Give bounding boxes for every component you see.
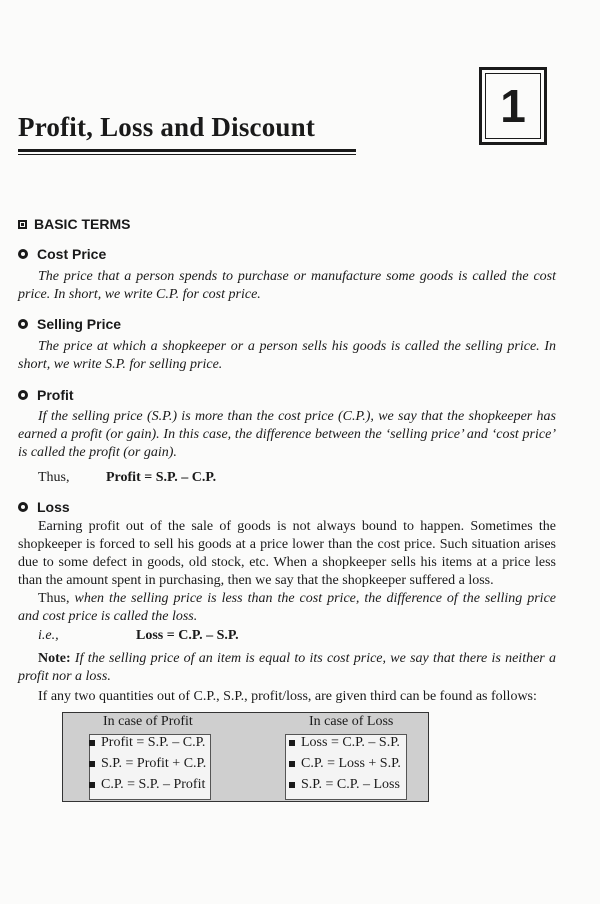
loss-formula bbox=[38, 628, 338, 646]
square-bullet-icon bbox=[289, 782, 295, 788]
square-bullet-icon bbox=[89, 782, 95, 788]
profit-definition: If the selling price (S.P.) is more than the cost price (C.P.), we say that the shopkeeper has earned a profit (or gain). In this case, the difference between the ‘selling price’ and ‘cost price’ is called the profit (or gain). bbox=[18, 409, 556, 460]
profit-formula bbox=[38, 470, 338, 488]
loss-column-header: In case of Loss bbox=[309, 714, 394, 729]
formula-label: i.e., bbox=[38, 628, 59, 643]
subheading-text: Loss bbox=[37, 499, 70, 515]
chapter-title: Profit, Loss and Discount bbox=[18, 112, 316, 142]
profit-formula-row bbox=[89, 756, 206, 772]
formula-label: Thus, bbox=[38, 470, 70, 485]
square-bullet-icon bbox=[18, 220, 27, 229]
circle-bullet-icon bbox=[18, 249, 28, 259]
subheading-selling-price bbox=[18, 316, 121, 332]
subheading-cost-price bbox=[18, 246, 106, 262]
loss-formula-row bbox=[289, 777, 400, 793]
cost-price-definition: The price that a person spends to purchase or manufacture some goods is called the cost price. In short, we write C.P. for cost price. bbox=[18, 269, 556, 302]
formula-expression: Profit = S.P. – C.P. bbox=[106, 470, 217, 485]
section-heading-text: BASIC TERMS bbox=[34, 216, 131, 232]
square-bullet-icon bbox=[89, 740, 95, 746]
subheading-text: Profit bbox=[37, 387, 74, 403]
formula-expression: Loss = C.P. – S.P. bbox=[136, 628, 239, 643]
circle-bullet-icon bbox=[18, 502, 28, 512]
subheading-profit bbox=[18, 387, 74, 403]
loss-formula-text: S.P. = C.P. – Loss bbox=[301, 777, 400, 792]
loss-formula-row bbox=[289, 735, 400, 751]
loss-formula-text: Loss = C.P. – S.P. bbox=[301, 735, 400, 750]
subheading-text: Selling Price bbox=[37, 316, 122, 332]
loss-definition bbox=[18, 590, 556, 626]
title-underline-thick bbox=[18, 149, 356, 152]
circle-bullet-icon bbox=[18, 390, 28, 400]
profit-column-header: In case of Profit bbox=[103, 714, 193, 729]
loss-explanation: Earning profit out of the sale of goods is not always bound to happen. Sometimes the shopkeeper is forced to sell his goods at a price lower than the cost price. Such situation arises due to some defect in goods, old stock, etc. When a shopkeeper sells his items at a price less than the amount spent in purchasing, then we say that the shopkeeper suffered a loss. bbox=[18, 519, 556, 588]
chapter-number: 1 bbox=[500, 80, 526, 132]
chapter-number-inner-box bbox=[485, 73, 541, 139]
loss-definition-prefix: Thus, bbox=[38, 591, 75, 606]
square-bullet-icon bbox=[89, 761, 95, 767]
profit-formula-row bbox=[89, 777, 205, 793]
note-paragraph bbox=[18, 650, 556, 686]
loss-formula-text: C.P. = Loss + S.P. bbox=[301, 756, 401, 771]
subheading-loss bbox=[18, 499, 70, 515]
subheading-text: Cost Price bbox=[37, 246, 107, 262]
profit-formula-text: S.P. = Profit + C.P. bbox=[101, 756, 207, 771]
chapter-number-box bbox=[479, 67, 547, 145]
formula-summary-table bbox=[62, 712, 429, 802]
circle-bullet-icon bbox=[18, 319, 28, 329]
title-underline-thin bbox=[18, 154, 356, 155]
note-text: If the selling price of an item is equal to its cost price, we say that there is neither a profit nor a loss. bbox=[18, 651, 556, 684]
profit-formula-row bbox=[89, 735, 205, 751]
square-bullet-icon bbox=[289, 740, 295, 746]
profit-formula-text: C.P. = S.P. – Profit bbox=[101, 777, 206, 792]
profit-formula-text: Profit = S.P. – C.P. bbox=[101, 735, 206, 750]
loss-formula-row bbox=[289, 756, 401, 772]
selling-price-definition: The price at which a shopkeeper or a person sells his goods is called the selling price. In short, we write S.P. for selling price. bbox=[18, 339, 556, 372]
loss-definition-italic: when the selling price is less than the cost price, the difference of the selling price and cost price is called the loss. bbox=[18, 591, 557, 624]
square-bullet-icon bbox=[289, 761, 295, 767]
section-heading-basic-terms bbox=[18, 216, 130, 232]
table-intro-line: If any two quantities out of C.P., S.P., profit/loss, are given third can be found as follows: bbox=[38, 689, 537, 704]
note-label: Note: bbox=[38, 651, 71, 666]
